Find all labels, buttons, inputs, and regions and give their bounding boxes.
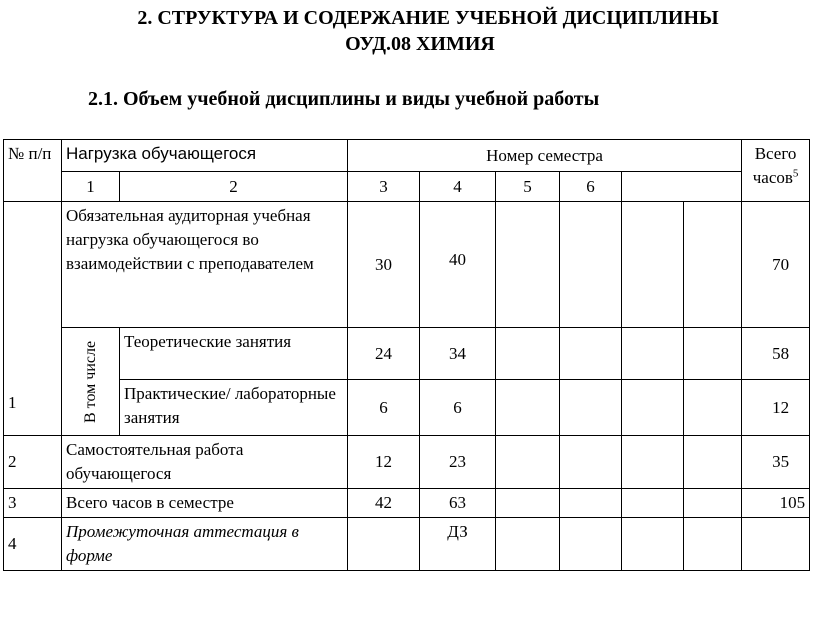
row-number: 4 — [4, 518, 62, 571]
cell-sem-6 — [684, 436, 742, 489]
cell-sem-5 — [622, 202, 684, 328]
cell-sem-3 — [496, 436, 560, 489]
cell-sem-4 — [560, 518, 622, 571]
table-header-row — [4, 140, 810, 172]
cell-sem-2: 34 — [420, 328, 496, 380]
cell-sem-6 — [684, 489, 742, 518]
semester-4: 4 — [420, 172, 496, 202]
cell-sem-4 — [560, 202, 622, 328]
cell-sem-2: 23 — [420, 436, 496, 489]
cell-sem-2: ДЗ — [420, 518, 496, 571]
row-number: 2 — [4, 436, 62, 489]
row-label: Всего часов в семестре — [62, 489, 348, 518]
table-row — [4, 202, 810, 328]
cell-sem-3 — [496, 380, 560, 436]
cell-total: 105 — [742, 489, 810, 518]
cell-total: 35 — [742, 436, 810, 489]
cell-sem-3 — [496, 518, 560, 571]
cell-sem-3 — [496, 328, 560, 380]
cell-sem-5 — [622, 489, 684, 518]
cell-sem-2: 63 — [420, 489, 496, 518]
row-label: Самостоятельная работа обучающегося — [62, 436, 348, 489]
cell-sem-2: 6 — [420, 380, 496, 436]
cell-total — [742, 518, 810, 571]
semester-6: 6 — [560, 172, 622, 202]
table-row — [4, 436, 810, 489]
row-label: Теоретические занятия — [120, 328, 348, 380]
cell-total: 58 — [742, 328, 810, 380]
cell-sem-3 — [496, 202, 560, 328]
cell-sem-1 — [348, 518, 420, 571]
cell-sem-6 — [684, 380, 742, 436]
cell-sem-5 — [622, 328, 684, 380]
header-load: Нагрузка обучающегося — [62, 140, 348, 172]
semester-5: 5 — [496, 172, 560, 202]
row-label: Практические/ лабораторные занятия — [120, 380, 348, 436]
cell-sem-6 — [684, 328, 742, 380]
header-total — [742, 140, 810, 202]
study-load-table — [3, 139, 810, 571]
row-label: Промежуточная аттестация в форме — [62, 518, 348, 571]
row-label: Обязательная аудиторная учебная нагрузка обучающегося во взаимодействии с преподавателем — [62, 202, 348, 328]
cell-total: 12 — [742, 380, 810, 436]
cell-sem-6 — [684, 518, 742, 571]
header-number: № п/п — [4, 140, 62, 202]
cell-sem-5 — [622, 380, 684, 436]
row-number: 3 — [4, 489, 62, 518]
semester-3: 3 — [348, 172, 420, 202]
cell-sem-1: 12 — [348, 436, 420, 489]
cell-sem-4 — [560, 489, 622, 518]
row-number: 1 — [4, 202, 62, 436]
cell-sem-4 — [560, 436, 622, 489]
cell-sem-6 — [684, 202, 742, 328]
cell-sem-4 — [560, 328, 622, 380]
section-title: 2.1. Объем учебной дисциплины и виды учебной работы — [88, 88, 600, 110]
document-title-line1: 2. СТРУКТУРА И СОДЕРЖАНИЕ УЧЕБНОЙ ДИСЦИПЛИНЫ — [137, 7, 719, 29]
semester-1: 1 — [62, 172, 120, 202]
footnote-mark: 5 — [792, 167, 799, 180]
header-semester: Номер семестра — [348, 140, 742, 172]
cell-total: 70 — [742, 202, 810, 328]
cell-sem-5 — [622, 436, 684, 489]
cell-sem-1: 30 — [348, 202, 420, 328]
document-title-line2: ОУД.08 ХИМИЯ — [345, 33, 495, 55]
semester-2: 2 — [120, 172, 348, 202]
group-label-vertical: В том числе — [62, 328, 120, 436]
table-row — [4, 518, 810, 571]
semester-number-row — [4, 172, 810, 202]
table-row — [4, 489, 810, 518]
cell-sem-2: 40 — [420, 202, 496, 328]
cell-sem-1: 6 — [348, 380, 420, 436]
cell-sem-1: 42 — [348, 489, 420, 518]
table-row — [4, 328, 810, 380]
cell-sem-5 — [622, 518, 684, 571]
header-total-label: Всего часов — [752, 144, 797, 187]
cell-sem-3 — [496, 489, 560, 518]
cell-sem-1: 24 — [348, 328, 420, 380]
table-row — [4, 380, 810, 436]
cell-sem-4 — [560, 380, 622, 436]
